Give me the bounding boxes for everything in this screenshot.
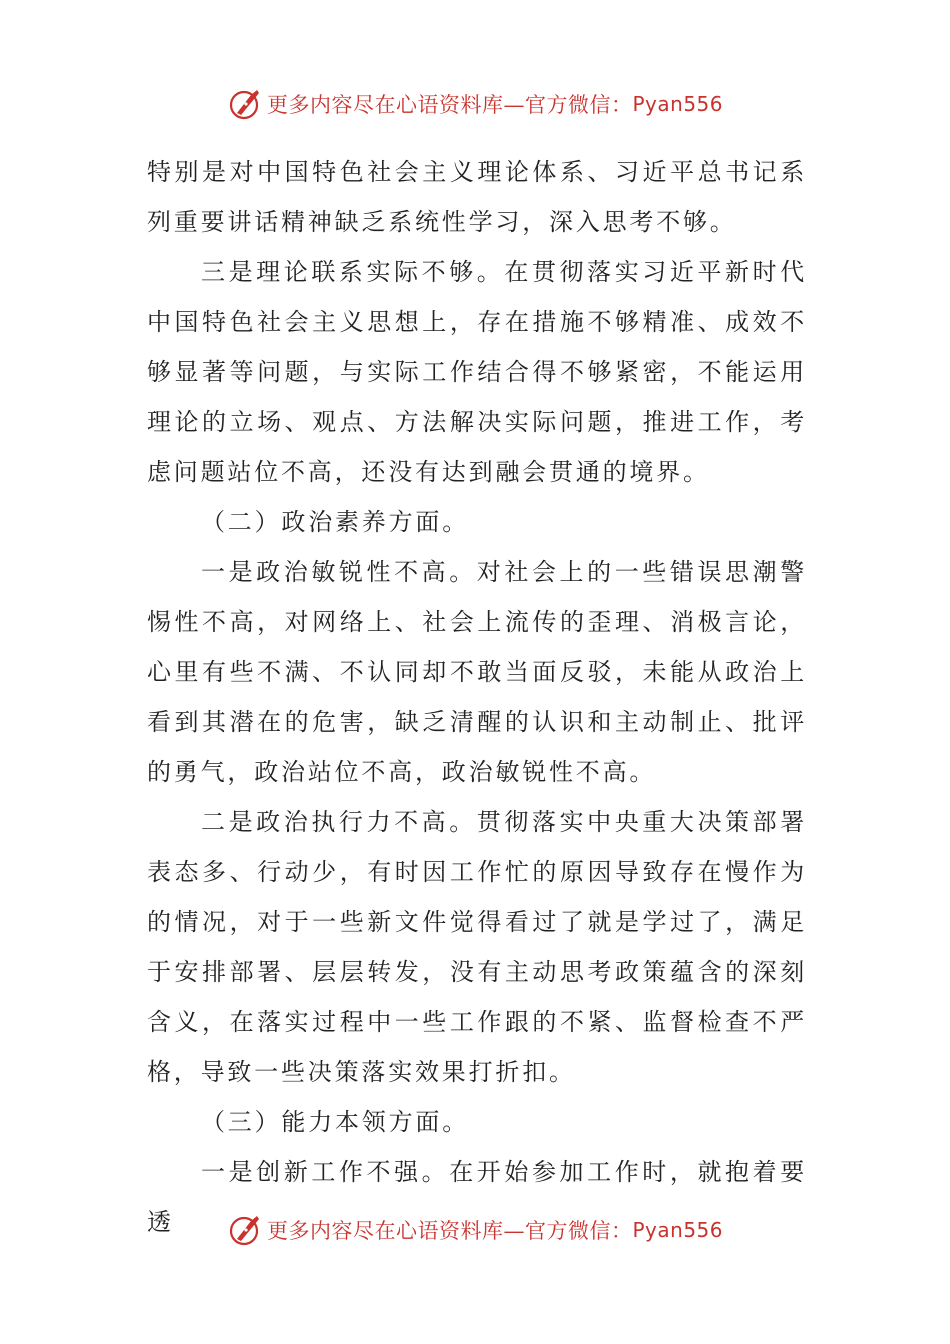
paragraph-continuation: 特别是对中国特色社会主义理论体系、习近平总书记系列重要讲话精神缺乏系统性学习，深入思考不够。 xyxy=(147,158,807,236)
section-heading-political: （二）政治素养方面。 xyxy=(201,508,469,536)
paragraph-political-sensitivity: 一是政治敏锐性不高。对社会上的一些错误思潮警惕性不高，对网络上、社会上流传的歪理、消极言论，心里有些不满、不认同却不敢当面反驳，未能从政治上看到其潜在的危害，缺乏清醒的认识和主动制止、批评的勇气，政治站位不高，政治敏锐性不高。 xyxy=(147,558,807,786)
document-body xyxy=(147,147,807,1247)
watermark-header xyxy=(0,84,950,124)
paragraph-political-execution: 二是政治执行力不高。贯彻落实中央重大决策部署表态多、行动少，有时因工作忙的原因导致存在慢作为的情况，对于一些新文件觉得看过了就是学过了，满足于安排部署、层层转发，没有主动思考政策蕴含的深刻含义，在落实过程中一些工作跟的不紧、监督检查不严格，导致一些决策落实效果打折扣。 xyxy=(147,808,807,1086)
watermark-wechat-id: Pyan556 xyxy=(632,1218,723,1242)
watermark-text: 更多内容尽在心语资料库—官方微信： xyxy=(266,93,633,117)
watermark-wechat-id: Pyan556 xyxy=(632,92,723,116)
paragraph-innovation: 一是创新工作不强。在开始参加工作时，就抱着要透 xyxy=(147,1158,807,1236)
pen-nib-circle-icon xyxy=(227,1212,263,1248)
watermark-footer xyxy=(0,1210,950,1250)
paragraph-theory-practice: 三是理论联系实际不够。在贯彻落实习近平新时代中国特色社会主义思想上，存在措施不够精准、成效不够显著等问题，与实际工作结合得不够紧密，不能运用理论的立场、观点、方法解决实际问题，推进工作，考虑问题站位不高，还没有达到融会贯通的境界。 xyxy=(147,258,807,486)
watermark-text: 更多内容尽在心语资料库—官方微信： xyxy=(266,1219,633,1243)
section-heading-ability: （三）能力本领方面。 xyxy=(201,1108,469,1136)
pen-nib-circle-icon xyxy=(227,86,263,122)
